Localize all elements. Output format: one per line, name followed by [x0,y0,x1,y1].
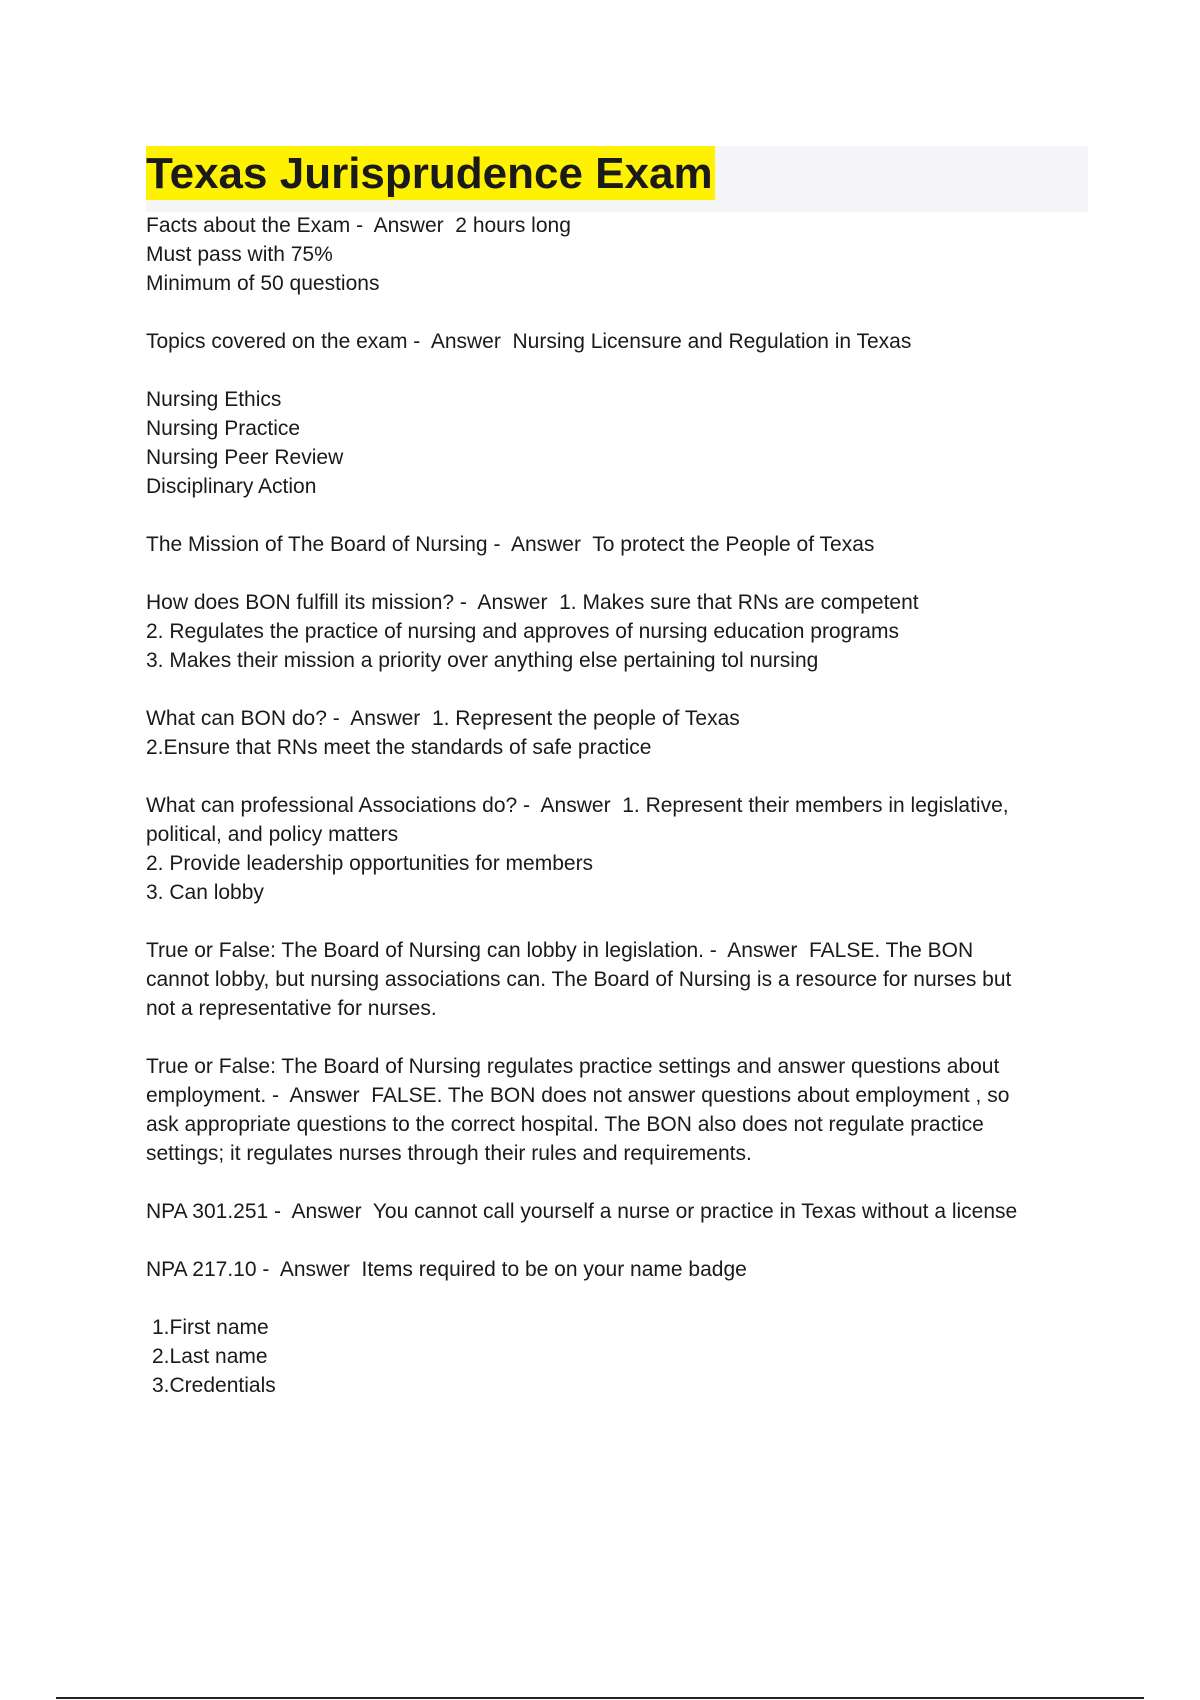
qa-entry-topics [146,327,1076,356]
list-item: Disciplinary Action [146,475,317,498]
text-line: What can BON do? - Answer 1. Represent the people of Texas [146,707,740,730]
document-body [146,211,1076,1429]
text-line: political, and policy matters [146,823,399,846]
qa-entry-bon-can-do [146,704,1076,762]
list-item: 1.First name [152,1316,269,1339]
text-line: employment. - Answer FALSE. The BON does not answer questions about employment , so [146,1084,1010,1107]
text-line: cannot lobby, but nursing associations can. The Board of Nursing is a resource for nurses but [146,968,1012,991]
text-line: True or False: The Board of Nursing can lobby in legislation. - Answer FALSE. The BON [146,939,974,962]
text-line: How does BON fulfill its mission? - Answer 1. Makes sure that RNs are competent [146,591,919,614]
text-line: 2.Ensure that RNs meet the standards of safe practice [146,736,652,759]
text-line: not a representative for nurses. [146,997,437,1020]
qa-entry-lobby [146,936,1076,1023]
list-item: Nursing Peer Review [146,446,344,469]
list-item: Nursing Practice [146,417,301,440]
text-line: What can professional Associations do? - Answer 1. Represent their members in legislative, [146,794,1009,817]
badge-items-list [146,1313,1076,1400]
text-line: 2. Provide leadership opportunities for members [146,852,594,875]
text-line: Minimum of 50 questions [146,272,380,295]
qa-entry-practice-settings [146,1052,1076,1168]
text-line: True or False: The Board of Nursing regulates practice settings and answer questions about [146,1055,1000,1078]
qa-entry-npa-301-251 [146,1197,1076,1226]
qa-entry-associations [146,791,1076,907]
text-line: settings; it regulates nurses through their rules and requirements. [146,1142,752,1165]
topics-list [146,385,1076,501]
text-line: 2. Regulates the practice of nursing and approves of nursing education programs [146,620,899,643]
text-line: Must pass with 75% [146,243,333,266]
text-line: ask appropriate questions to the correct hospital. The BON also does not regulate practice [146,1113,984,1136]
list-item: Nursing Ethics [146,388,282,411]
qa-entry-npa-217-10 [146,1255,1076,1284]
text-line: 3. Makes their mission a priority over anything else pertaining tol nursing [146,649,819,672]
text-line: 3. Can lobby [146,881,264,904]
list-item: 3.Credentials [152,1374,276,1397]
text-line: Facts about the Exam - Answer 2 hours long [146,214,571,237]
text-line: Topics covered on the exam - Answer Nursing Licensure and Regulation in Texas [146,330,912,353]
qa-entry-mission [146,530,1076,559]
qa-entry-fulfill-mission [146,588,1076,675]
qa-entry-facts [146,211,1076,298]
page-title: Texas Jurisprudence Exam [146,146,715,200]
text-line: The Mission of The Board of Nursing - Answer To protect the People of Texas [146,533,875,556]
footer-divider [56,1697,1144,1699]
list-item: 2.Last name [152,1345,268,1368]
text-line: NPA 217.10 - Answer Items required to be on your name badge [146,1258,747,1281]
text-line: NPA 301.251 - Answer You cannot call yourself a nurse or practice in Texas without a license [146,1200,1018,1223]
